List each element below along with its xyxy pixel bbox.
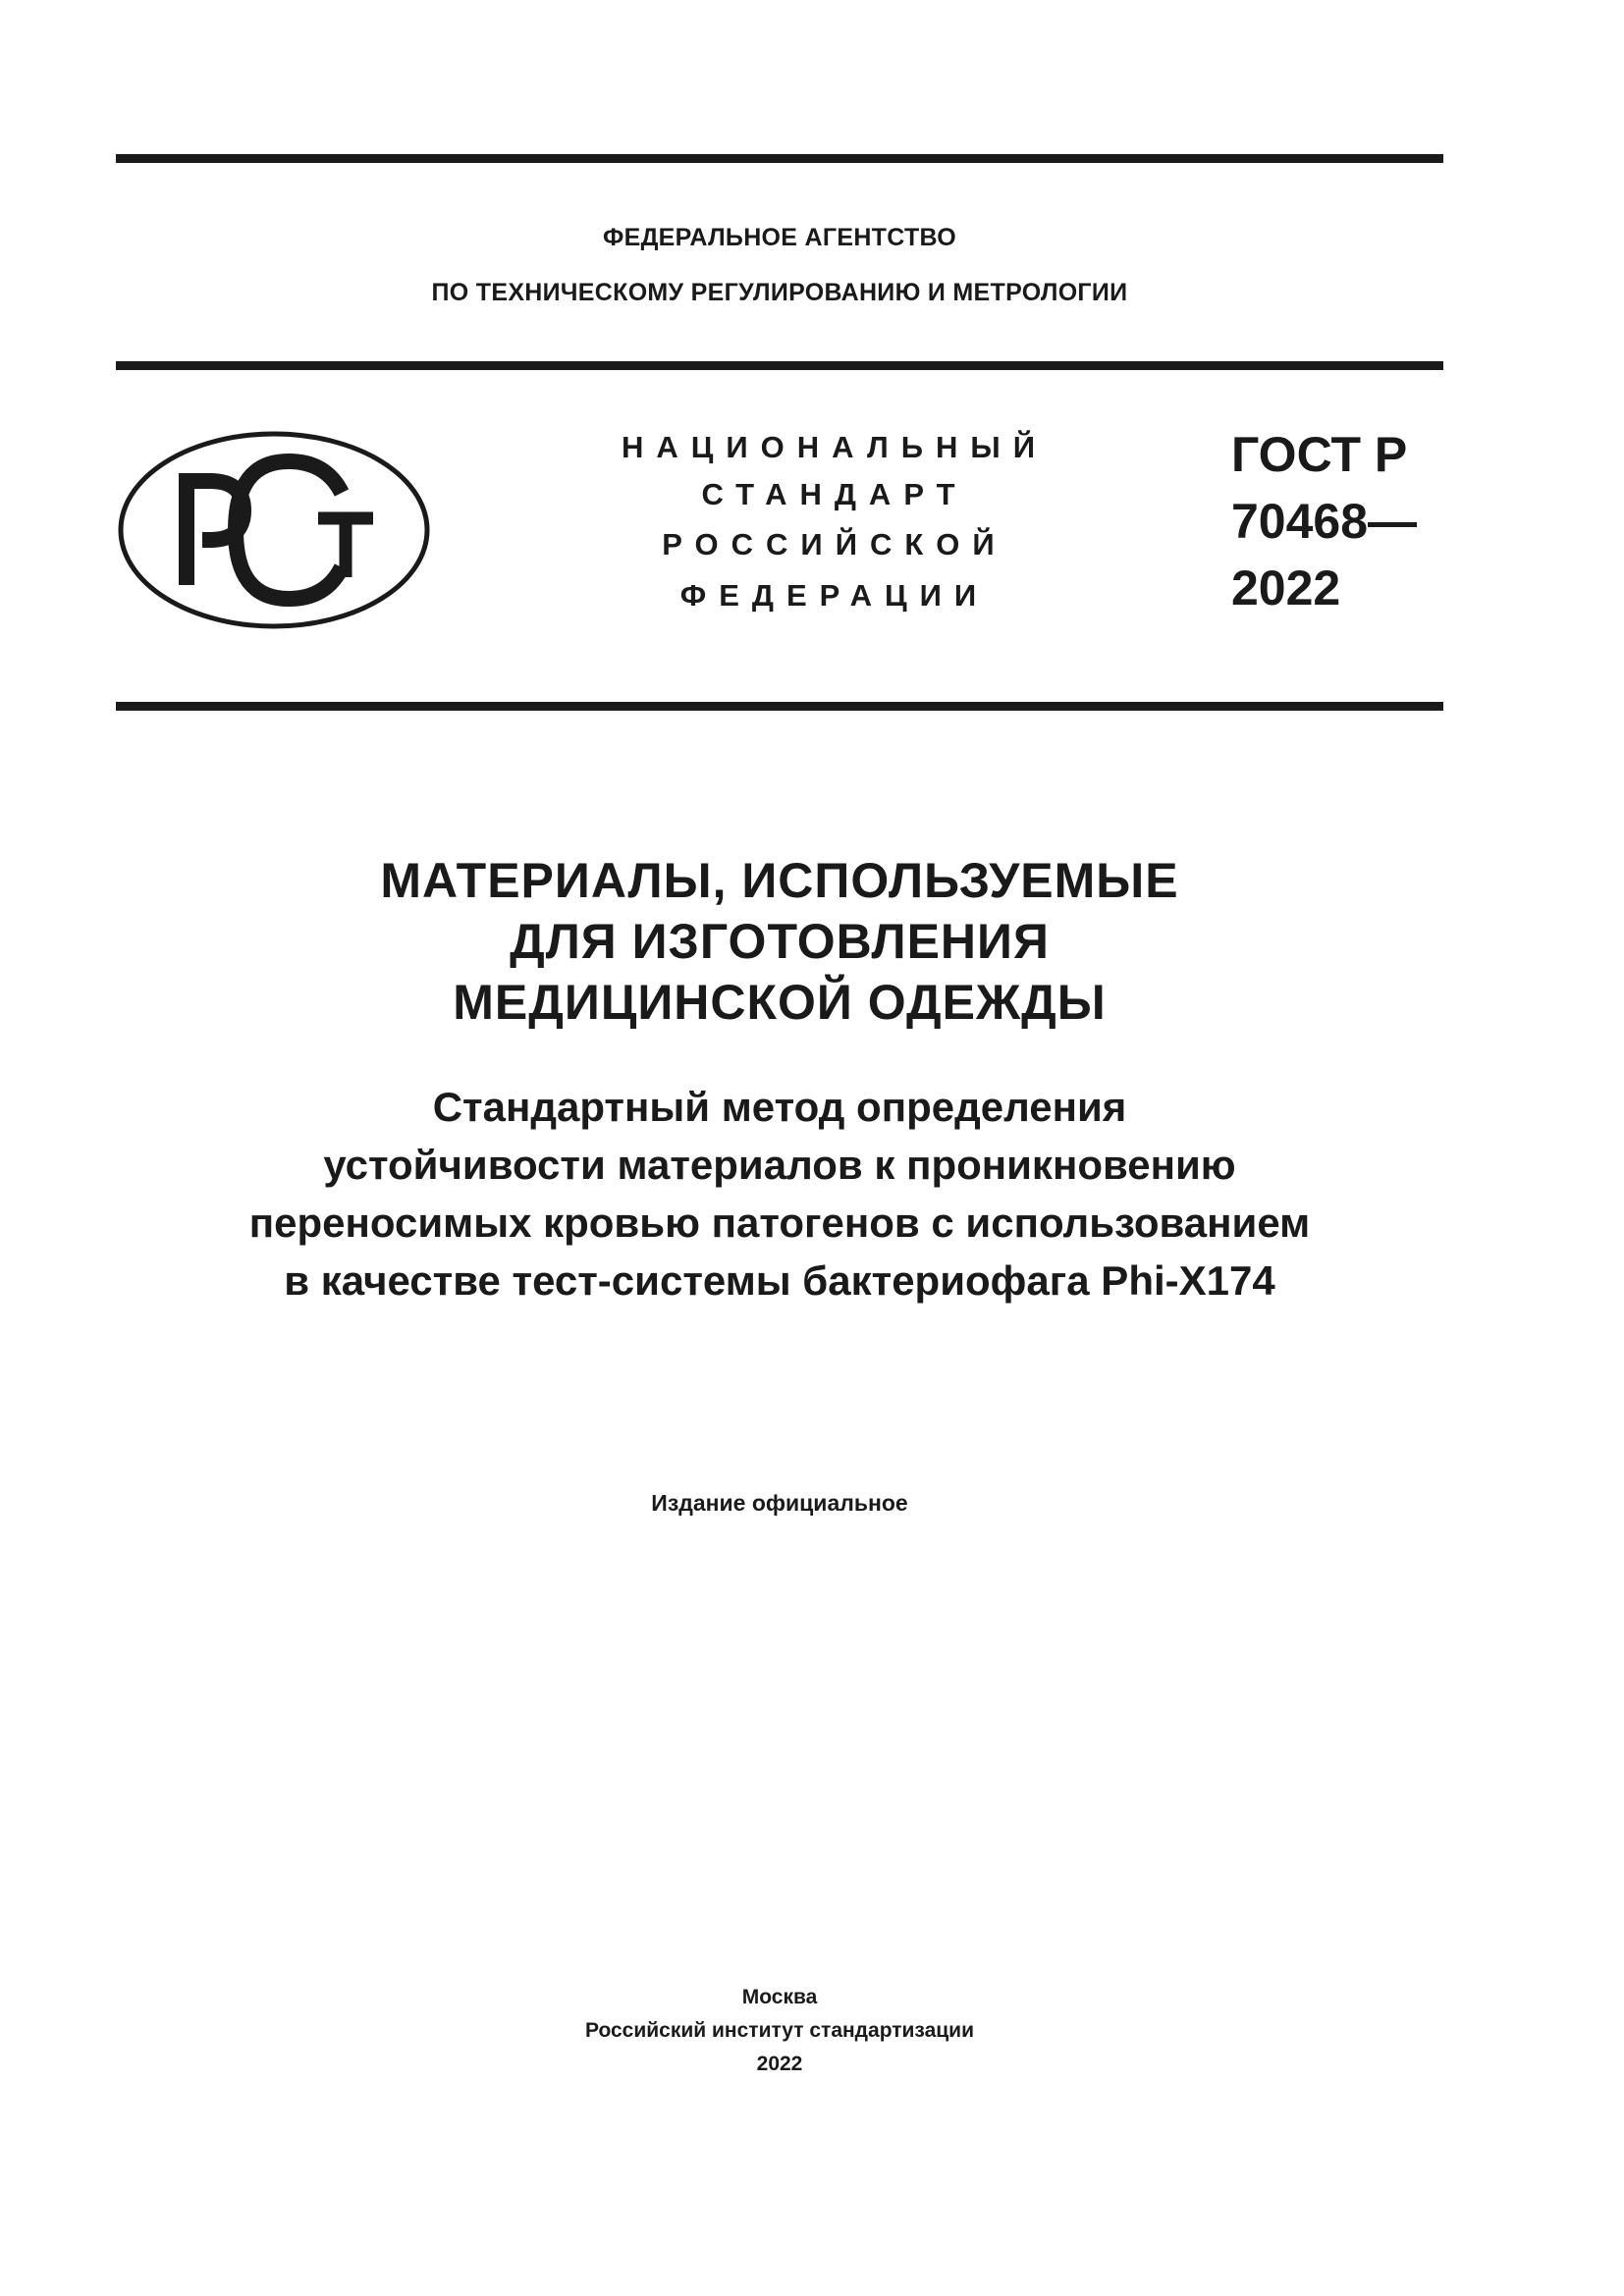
agency-line-2: ПО ТЕХНИЧЕСКОМУ РЕГУЛИРОВАНИЮ И МЕТРОЛОГИИ bbox=[431, 279, 1128, 306]
agency-rule bbox=[116, 361, 1443, 370]
standard-type-line-1: НАЦИОНАЛЬНЫЙ bbox=[621, 430, 1049, 464]
subtitle-line-2: устойчивости материалов к проникновению bbox=[323, 1142, 1236, 1188]
agency-line-1: ФЕДЕРАЛЬНОЕ АГЕНТСТВО bbox=[602, 224, 957, 251]
imprint-year: 2022 bbox=[756, 2053, 803, 2075]
designation-line-3: 2022 bbox=[1231, 561, 1341, 615]
imprint-city: Москва bbox=[741, 1986, 818, 2008]
designation-line-1: ГОСТ Р bbox=[1231, 427, 1408, 482]
title-line-3: МЕДИЦИНСКОЙ ОДЕЖДЫ bbox=[453, 975, 1107, 1030]
standard-type-line-4: ФЕДЕРАЦИИ bbox=[679, 578, 990, 613]
standard-type-line-2: СТАНДАРТ bbox=[701, 477, 968, 511]
header-rule bbox=[116, 702, 1443, 711]
title-line-2: ДЛЯ ИЗГОТОВЛЕНИЯ bbox=[510, 914, 1050, 969]
title-line-1: МАТЕРИАЛЫ, ИСПОЛЬЗУЕМЫЕ bbox=[380, 853, 1179, 908]
standard-type-line-3: РОССИЙСКОЙ bbox=[662, 527, 1007, 561]
top-rule bbox=[116, 154, 1443, 163]
subtitle-line-1: Стандартный метод определения bbox=[432, 1084, 1127, 1130]
subtitle-line-3: переносимых кровью патогенов с использованием bbox=[248, 1200, 1311, 1246]
edition-label: Издание официальное bbox=[651, 1490, 908, 1516]
designation-line-2: 70468— bbox=[1231, 494, 1418, 549]
imprint-publisher: Российский институт стандартизации bbox=[584, 2019, 975, 2042]
rst-certification-mark-icon bbox=[116, 430, 432, 631]
subtitle-line-4: в качестве тест-системы бактериофага Phi-X174 bbox=[284, 1257, 1275, 1304]
